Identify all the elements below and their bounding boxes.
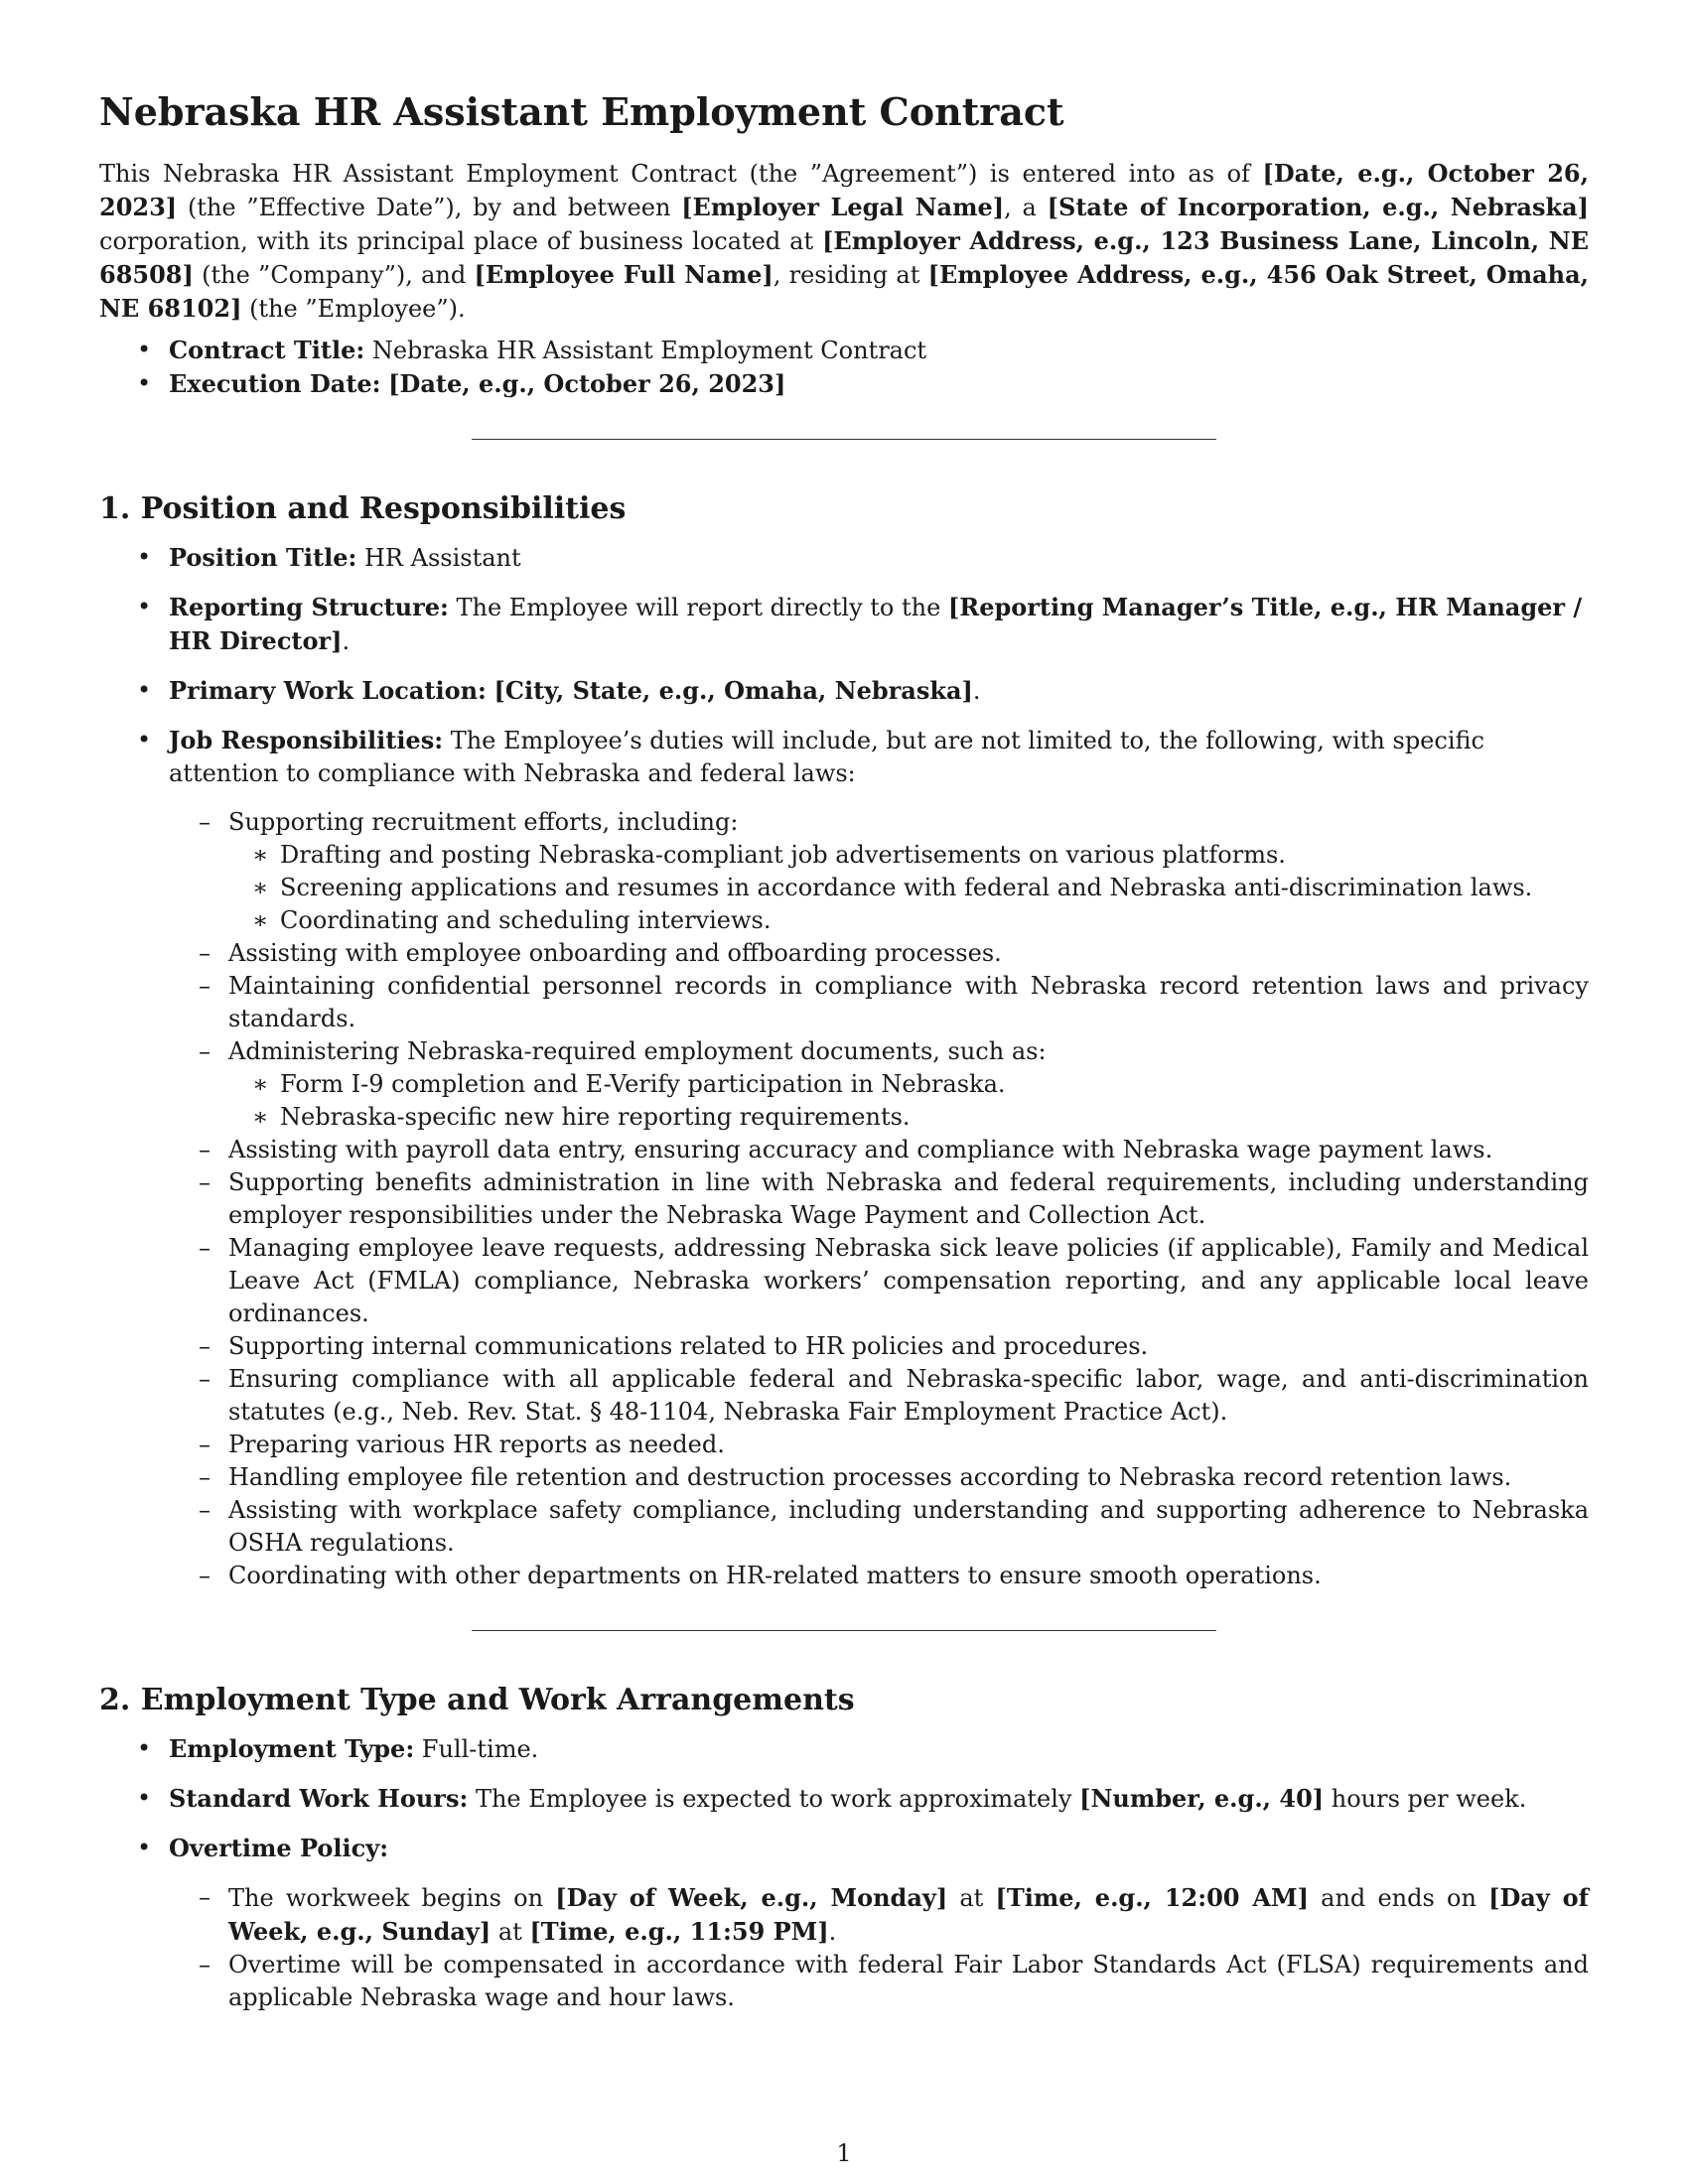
- bold-text: [Reporting Manager’s Title, e.g., HR Manager / HR Director]: [169, 592, 1583, 655]
- text: (the ”Employee”).: [241, 294, 466, 323]
- bold-text: [Employee Full Name]: [474, 259, 774, 289]
- sub-list-item: [169, 806, 1589, 937]
- sub-list-item: [169, 937, 1589, 970]
- sub-list-item: [169, 1494, 1589, 1560]
- bold-text: [Day of Week, e.g., Sunday]: [228, 1882, 1590, 1946]
- text: Supporting internal communications related to HR policies and procedures.: [228, 1331, 1149, 1360]
- text: Coordinating with other departments on HR-related matters to ensure smooth operations.: [228, 1561, 1322, 1589]
- text: Ensuring compliance with all applicable federal and Nebraska-specific labor, wage, and anti-discrimination statutes (e.g., Neb. Rev. Stat. § 48-1104, Nebraska Fair Employment Practice Act).: [228, 1364, 1589, 1426]
- list-item: [99, 541, 1589, 575]
- text: Assisting with workplace safety compliance, including understanding and supporting adherence to Nebraska OSHA regulations.: [228, 1495, 1589, 1557]
- bold-text: [Employer Legal Name]: [681, 192, 1005, 221]
- bold-text: Overtime Policy:: [169, 1833, 389, 1862]
- list-item: [99, 1782, 1589, 1816]
- text: The workweek begins on: [228, 1883, 556, 1912]
- text: Handling employee file retention and destruction processes according to Nebraska record retention laws.: [228, 1462, 1512, 1491]
- sub-list-item: [169, 1232, 1589, 1330]
- bold-text: [Employee Address, e.g., 456 Oak Street, Omaha, NE 68102]: [99, 259, 1590, 323]
- info-item: [99, 334, 1589, 367]
- sub-list-item: [169, 1134, 1589, 1166]
- section-heading: 1. Position and Responsibilities: [99, 490, 627, 526]
- bold-text: Position Title:: [169, 542, 357, 572]
- text: .: [972, 676, 981, 705]
- section-list: [99, 1732, 1589, 2014]
- document-title: Nebraska HR Assistant Employment Contract: [99, 89, 1064, 134]
- nested-list-item: ∗ Screening applications and resumes in accordance with federal and Nebraska anti-discrimination laws.: [228, 872, 1589, 904]
- text: (the ”Effective Date”), by and between: [177, 193, 682, 221]
- bold-text: [Time, e.g., 12:00 AM]: [995, 1882, 1309, 1912]
- horizontal-rule: [472, 439, 1216, 440]
- text: .: [342, 626, 351, 655]
- text: Supporting benefits administration in line with Nebraska and federal requirements, including understanding employer responsibilities under the Nebraska Wage Payment and Collection Act.: [228, 1167, 1589, 1229]
- sub-list-item: [169, 1949, 1589, 2014]
- nested-list: [228, 1068, 1589, 1134]
- bold-text: Reporting Structure:: [169, 592, 449, 621]
- document-page: [99, 79, 1589, 2030]
- nested-list-item: ∗ Form I-9 completion and E-Verify participation in Nebraska.: [228, 1068, 1589, 1101]
- text: Supporting recruitment efforts, including:: [228, 807, 739, 836]
- bold-text: [Date, e.g., October 26, 2023]: [99, 158, 1589, 221]
- contract-info-list: [99, 334, 1589, 401]
- bold-text: [Day of Week, e.g., Monday]: [555, 1882, 948, 1912]
- text: at: [947, 1883, 996, 1912]
- text: The Employee is expected to work approximately: [468, 1784, 1080, 1813]
- nested-list-item: ∗ Coordinating and scheduling interviews.: [228, 904, 1589, 937]
- bold-text: [City, State, e.g., Omaha, Nebraska]: [493, 675, 973, 705]
- text: , residing at: [773, 260, 928, 289]
- text: at: [491, 1917, 530, 1946]
- text: corporation, with its principal place of business located at: [99, 226, 823, 255]
- text: and ends on: [1308, 1883, 1489, 1912]
- sections-container: [99, 439, 1589, 2014]
- text: .: [828, 1917, 837, 1946]
- list-item: [99, 1832, 1589, 2014]
- sub-list-item: [169, 970, 1589, 1035]
- text: Assisting with employee onboarding and offboarding processes.: [228, 938, 1002, 967]
- text: The Employee will report directly to the: [448, 593, 948, 621]
- horizontal-rule: [472, 1630, 1216, 1631]
- text: Managing employee leave requests, addressing Nebraska sick leave policies (if applicable), Family and Medical Leave Act (FMLA) compliance, Nebraska workers’ compensation reporting, and any applicable local leave ordinances.: [228, 1233, 1589, 1327]
- section-heading: 2. Employment Type and Work Arrangements: [99, 1682, 855, 1717]
- list-item: [99, 591, 1589, 658]
- info-value: [Date, e.g., October 26, 2023]: [388, 368, 786, 398]
- sub-list-item: [169, 1330, 1589, 1363]
- section-list: [99, 541, 1589, 1592]
- text: Full-time.: [414, 1734, 539, 1763]
- text: This Nebraska HR Assistant Employment Contract (the ”Agreement”) is entered into as of: [99, 159, 1263, 188]
- text: Preparing various HR reports as needed.: [228, 1430, 725, 1458]
- text: Assisting with payroll data entry, ensuring accuracy and compliance with Nebraska wage payment laws.: [228, 1135, 1493, 1163]
- info-value: Nebraska HR Assistant Employment Contract: [371, 336, 927, 364]
- sub-list-item: [169, 1560, 1589, 1592]
- text: HR Assistant: [356, 543, 521, 572]
- info-label: Contract Title:: [169, 335, 365, 364]
- nested-list-item: ∗ Nebraska-specific new hire reporting requirements.: [228, 1101, 1589, 1134]
- text: Administering Nebraska-required employment documents, such as:: [228, 1036, 1047, 1065]
- nested-list: [228, 839, 1589, 937]
- text: The Employee’s duties will include, but are not limited to, the following, with specific attention to compliance with Nebraska and federal laws:: [169, 726, 1484, 787]
- info-item: [99, 367, 1589, 401]
- bold-text: [Time, e.g., 11:59 PM]: [529, 1916, 829, 1946]
- bold-text: Primary Work Location:: [169, 675, 487, 705]
- page-number: 1: [836, 2139, 852, 2167]
- text: [487, 677, 494, 705]
- nested-list-item: ∗ Drafting and posting Nebraska-compliant job advertisements on various platforms.: [228, 839, 1589, 872]
- bold-text: Standard Work Hours:: [169, 1783, 469, 1813]
- text: hours per week.: [1324, 1784, 1527, 1813]
- bold-text: [Number, e.g., 40]: [1079, 1783, 1325, 1813]
- text: Maintaining confidential personnel records in compliance with Nebraska record retention laws and privacy standards.: [228, 971, 1589, 1032]
- sub-list-item: [169, 1166, 1589, 1232]
- list-item: [99, 674, 1589, 708]
- text: Overtime will be compensated in accordance with federal Fair Labor Standards Act (FLSA) requirements and applicable Nebraska wage and hour laws.: [228, 1950, 1589, 2011]
- list-item: [99, 724, 1589, 1592]
- bold-text: [Employer Address, e.g., 123 Business Lane, Lincoln, NE 68508]: [99, 225, 1589, 289]
- sub-list: [169, 806, 1589, 1592]
- intro-paragraph: [99, 157, 1589, 326]
- sub-list-item: [169, 1461, 1589, 1494]
- bold-text: Job Responsibilities:: [169, 725, 444, 754]
- sub-list-item: [169, 1035, 1589, 1134]
- list-item: [99, 1732, 1589, 1766]
- sub-list-item: [169, 1429, 1589, 1461]
- text: (the ”Company”), and: [193, 260, 475, 289]
- sub-list: [169, 1881, 1589, 2014]
- info-label: Execution Date:: [169, 368, 381, 398]
- sub-list-item: [169, 1363, 1589, 1429]
- bold-text: [State of Incorporation, e.g., Nebraska]: [1047, 192, 1589, 221]
- bold-text: Employment Type:: [169, 1733, 415, 1763]
- text: , a: [1004, 193, 1048, 221]
- sub-list-item: [169, 1881, 1589, 1949]
